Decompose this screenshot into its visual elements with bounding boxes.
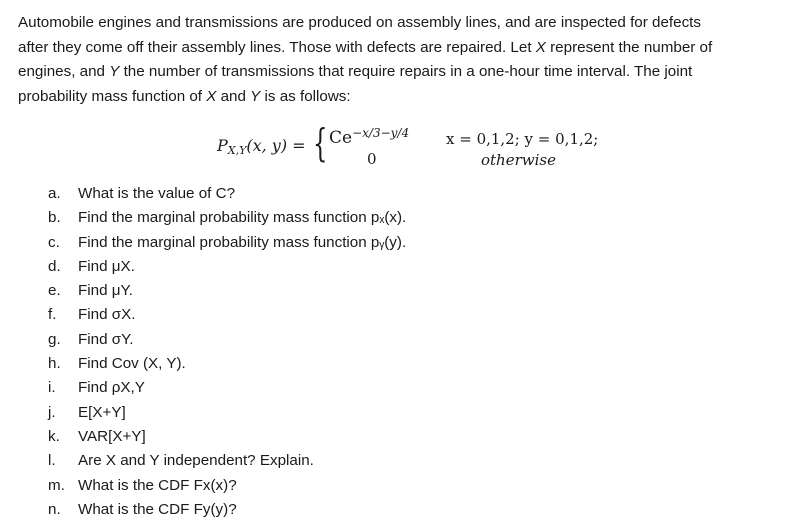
question-item: n. What is the CDF Fy(y)? <box>48 500 237 518</box>
pmf-case-2-condition: otherwise <box>481 151 556 169</box>
intro-line-1: Automobile engines and transmissions are produced on assembly lines, and are inspected for defects <box>18 14 701 31</box>
question-item: f. Find σX. <box>48 306 136 324</box>
pmf-lhs: $P_{X,Y}(x$, y) = <box>217 136 306 157</box>
question-item: l. Are X and Y independent? Explain. <box>48 452 314 470</box>
intro-line-3: engines, and Y the number of transmissions that require repairs in a one-hour time interval. The joint <box>18 63 693 80</box>
question-item: j. E[X+Y] <box>48 403 126 421</box>
question-item: e. Find μY. <box>48 282 133 300</box>
question-item: k. VAR[X+Y] <box>48 427 146 445</box>
pmf-brace: { <box>313 121 328 165</box>
joint-pmf-equation <box>0 118 800 174</box>
question-list <box>48 182 406 522</box>
pmf-case-1-condition: x = 0,1,2; y = 0,1,2; <box>446 130 599 148</box>
question-item: b. Find the marginal probability mass function pₓ(x). <box>48 209 407 227</box>
pmf-case-2-expression: 0 <box>367 150 377 168</box>
intro-line-4: probability mass function of X and Y is as follows: <box>18 87 351 105</box>
intro-line-2: after they come off their assembly lines. Those with defects are repaired. Let X represent the number of <box>18 38 713 56</box>
question-item: g. Find σY. <box>48 330 134 348</box>
question-item: h. Find Cov (X, Y). <box>48 355 186 373</box>
question-item: i. Find ρX,Y <box>48 379 145 397</box>
pmf-case-1-expression: $Ce^{-x/3-y/4}$ <box>329 126 410 148</box>
problem-intro <box>18 11 798 109</box>
question-item: a. What is the value of C? <box>48 185 236 202</box>
question-item: c. Find the marginal probability mass function pᵧ(y). <box>48 233 407 251</box>
question-item: m. What is the CDF Fx(x)? <box>48 476 237 494</box>
question-item: d. Find μX. <box>48 257 135 275</box>
